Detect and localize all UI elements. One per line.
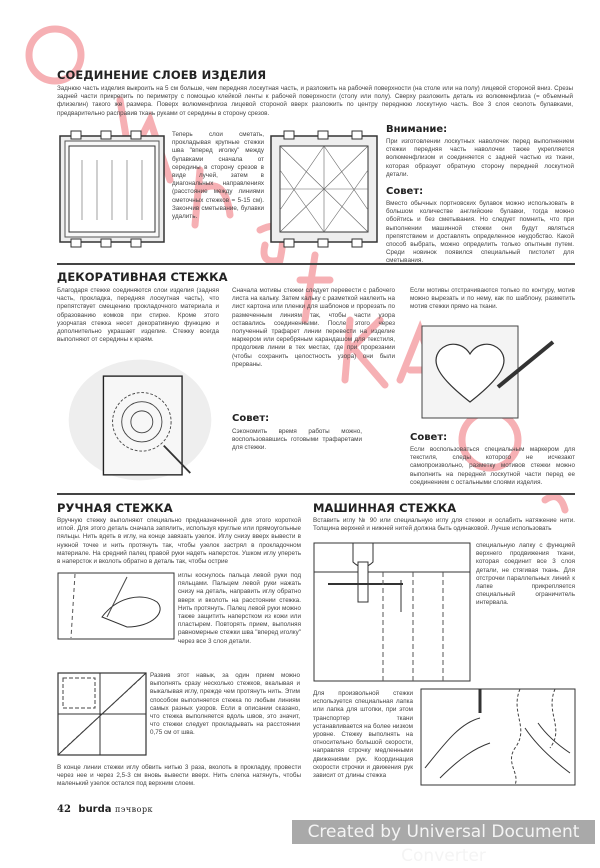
hand-needle-illustration [57,572,175,642]
brand-logo: burda [78,804,112,815]
hand-quilting-caption: Развив этот навык, за один прием можно выполнять сразу несколько стежков, вкалывая и выкалывая иглу, прежде чем протянуть нить. Этим способом выполняется стежка по любым линиям самых разных узоров. Если в описании сказано, что стежка выполняется вдоль швов, это значит, что стежки следует прокладывать на расстоянии 0,75 см от шва. [150,672,300,737]
machine-quilting-wrap: специальную лапку с функцией верхнего продвижения ткани, которая соединит все 3 слоя детали, не стягивая ткань. Для отстрочки параллельных линий к лапке прикрепляется специальный ограничитель интервала. [476,542,575,607]
decorative-col2: Сначала мотивы стежки следует перевести с рабочего листа на кальку. Затем кальку с разметкой наклеить на лист картона или пленки для шаблонов и прорезать по размеченным линиям так, чтобы части узора оставались соединенными. После этого через полученный трафарет линии перевести на изделие маркером или серебряным карандашом для текстиля, продолжив линии в тех местах, где при прорезании (чтобы сохранить целостность узора) они были прерваны. [232,287,395,368]
tip-heading: Совет: [386,186,424,197]
divider [57,493,575,495]
stencil-illustration [62,356,218,484]
tip-text-marker: Если воспользоваться специальным маркером для текстиля, следы которого не исчезают самопроизвольно, разметку мотивов стежки можно выполнить на передней лоскутной части перед ее соединением с остальными слоями изделия. [410,446,575,486]
converter-banner: Created by Universal Document Converter [292,820,595,844]
pinned-layers-illustration [57,130,167,248]
decorative-col3: Если мотивы отстрачиваются только по контуру, мотив можно вырезать и по нему, как по шаблону, разметить мотив стежки прямо на ткани. [410,287,575,311]
section-title-hand-quilting: РУЧНАЯ СТЕЖКА [57,501,173,515]
walking-foot-illustration [313,542,471,682]
tip-text: Вместо обычных портновских булавок можно использовать в большом количестве английские булавки, тогда можно обойтись и без сметывания. Но следует помнить, что при выполнении машинной стежки они будут являться препятствием и доставлять определенное неудобство. Какой способ выбрать, можно определить только опытным путем. Среди новинок появился специальный пистолет для сметывания. [386,200,574,265]
page-footer [57,804,153,815]
section-intro: Заднюю часть изделия выкроить на 5 см больше, чем передняя лоскутная часть, и разложить на рабочей поверхности (на столе или на полу) лицевой стороной вниз. Срезы задней части прикрепить по периметру с помощью клейкой ленты к рабочей поверхности (столу или полу). Сверху разложить деталь из волюменфлиза (= объемный флизелин) такого же размера. Поверх волюменфлиза лицевой стороной вверх разложить по центру переднюю лоскутную часть. Все 3 слоя сколоть булавками, предварительно расправив ткань руками от середины в сторону срезов. [57,85,573,117]
quilting-lines-illustration [57,672,147,756]
section-title-decorative-quilting: ДЕКОРАТИВНАЯ СТЕЖКА [57,270,228,284]
page-number: 42 [57,804,71,815]
tip-heading-marker: Совет: [410,432,448,443]
free-motion-text: Для произвольной стежки используется специальная лапка или лапка для штопки, при этом транспортер ткани устанавливается на более низком уровне. Стежку выполнять на относительно большой скорости, направляя строчку медленными движениями рук. Координация скорости строчки и движения рук зависит от длины стежка [313,690,413,780]
basted-layers-illustration [268,130,380,248]
heart-template-illustration [418,322,558,422]
hand-quilting-intro: Вручную стежку выполняют специально предназначенной для этого короткой иглой. Для этого деталь сначала запялить, используя круглые или прямоугольные пяльцы. Нить вдеть в иглу, на конце завязать узелок. Иглу снизу вверх вывести в нужной точке и нить протянуть так, чтобы узелок застрял в прокладочном материале. На средний палец правой руки надеть наперсток. Ушком иглу упереть в наперсток и вколоть обратно в деталь так, чтобы острие [57,517,301,566]
basting-caption: Теперь слои сметать, прокладывая крупные стежки шва "вперед иголку" между булавками сначала от середины в сторону срезов в виде лучей, затем в диагональных направлениях (расстояние между линиями сметочных стежков = 5-15 см). Закончив сметывание, булавки удалить. [172,131,264,221]
magazine-name: пэчворк [115,805,154,814]
section-title-machine-quilting: МАШИННАЯ СТЕЖКА [313,501,457,515]
attention-heading: Внимание: [386,124,448,135]
tip-text-stencil: Сэкономить время работы можно, воспользовавшись готовыми трафаретами для стежки. [232,428,362,452]
hand-quilting-outro: В конце линии стежки иглу обвить нитью 3 раза, вколоть в прокладку, провести через нее и через 2,5-3 см вновь вывести вверх. Нить слегка натянуть, чтобы маленький узелок остался под верхним слоем. [57,764,301,788]
attention-text: При изготовлении лоскутных наволочек перед выполнением стежки передняя часть наволочки также укрепляется волюменфлизом и соединяется с задней частью из ткани, которая образует обратную сторону передней лоскутной детали. [386,138,574,178]
hand-quilting-wrap: иглы коснулось пальца левой руки под пяльцами. Пальцем левой руки нажать снизу на деталь, направить иглу обратно вверх и вколоть на расстоянии стежка. Нить протянуть. Палец левой руки можно также защитить наперстком из кожи или пластырем. Повторять прием, выполняя равномерные стежки шва "вперед иголку" через все 3 слоя детали. [178,572,301,645]
section-title-joining-layers: СОЕДИНЕНИЕ СЛОЕВ ИЗДЕЛИЯ [57,68,267,82]
free-motion-illustration [420,688,576,786]
decorative-col1: Благодаря стежке соединяются слои изделия (задняя часть, прокладка, передняя лоскутная часть), что препятствует смещению прокладочного материала и образованию комков при стирке. Кроме этого узорчатая стежка несет декоративную функцию и дополнительно украшает изделие. Стежку всегда выполняют от середины к краям. [57,287,219,344]
machine-quilting-intro: Вставить иглу № 90 или специальную иглу для стежки и ослабить натяжение нити. Толщина верхней и нижней нитей должна быть одинаковой. Лучше использовать [313,517,575,533]
tip-heading-stencil: Совет: [232,413,270,424]
